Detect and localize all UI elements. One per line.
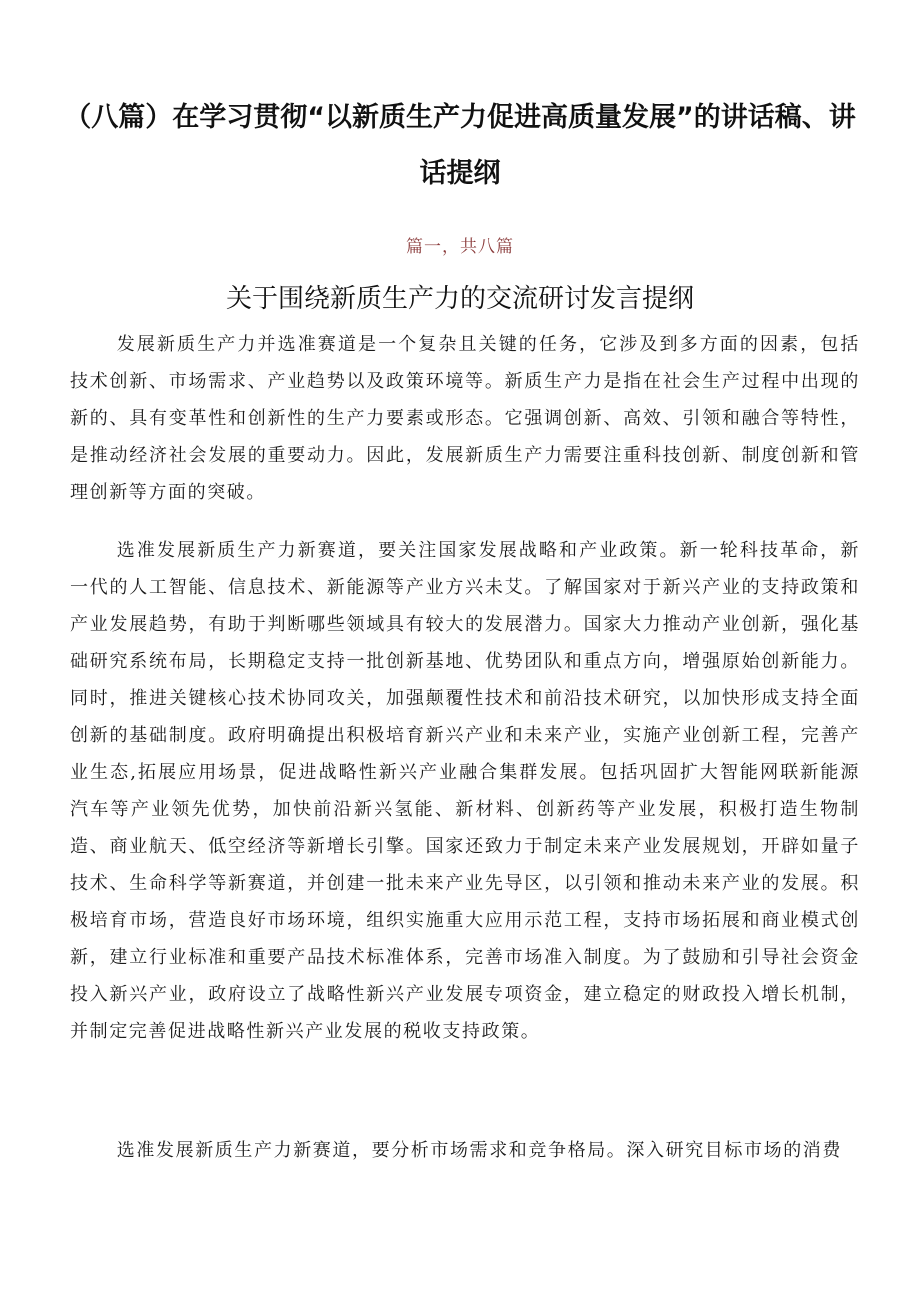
body-paragraph-2: 选准发展新质生产力新赛道，要关注国家发展战略和产业政策。新一轮科技革命，新一代的人工智能、信息技术、新能源等产业方兴未艾。了解国家对于新兴产业的支持政策和产业发展趋势，有助于判断哪些领域具有较大的发展潜力。国家大力推动产业创新，强化基础研究系统布局，长期稳定支持一批创新基地、优势团队和重点方向，增强原始创新能力。同时，推进关键核心技术协同攻关，加强颠覆性技术和前沿技术研究，以加快形成支持全面创新的基础制度。政府明确提出积极培育新兴产业和未来产业，实施产业创新工程，完善产业生态,拓展应用场景，促进战略性新兴产业融合集群发展。包括巩固扩大智能网联新能源汽车等产业领先优势，加快前沿新兴氢能、新材料、创新药等产业发展，积极打造生物制造、商业航天、低空经济等新增长引擎。国家还致力于制定未来产业发展规划，开辟如量子技术、生命科学等新赛道，并创建一批未来产业先导区，以引领和推动未来产业的发展。积极培育市场，营造良好市场环境，组织实施重大应用示范工程，支持市场拓展和商业模式创新，建立行业标准和重要产品技术标准体系，完善市场准入制度。为了鼓励和引导社会资金投入新兴产业，政府设立了战略性新兴产业发展专项资金，建立稳定的财政投入增长机制，并制定完善促进战略性新兴产业发展的税收支持政策。: [70, 540, 860, 1042]
section-label: 篇一，共八篇: [406, 237, 514, 257]
section-heading: 关于围绕新质生产力的交流研讨发言提纲: [225, 284, 694, 314]
body-paragraph-3: 选准发展新质生产力新赛道，要分析市场需求和竞争格局。深入研究目标市场的消费: [116, 1140, 842, 1161]
document-title: （八篇）在学习贯彻“以新质生产力促进高质量发展”的讲话稿、讲话提纲: [64, 102, 856, 189]
body-paragraph-1: 发展新质生产力并选准赛道是一个复杂且关键的任务，它涉及到多方面的因素，包括技术创新、市场需求、产业趋势以及政策环境等。新质生产力是指在社会生产过程中出现的新的、具有变革性和创新性的生产力要素或形态。它强调创新、高效、引领和融合等特性，是推动经济社会发展的重要动力。因此，发展新质生产力需要注重科技创新、制度创新和管理创新等方面的突破。: [70, 334, 860, 503]
